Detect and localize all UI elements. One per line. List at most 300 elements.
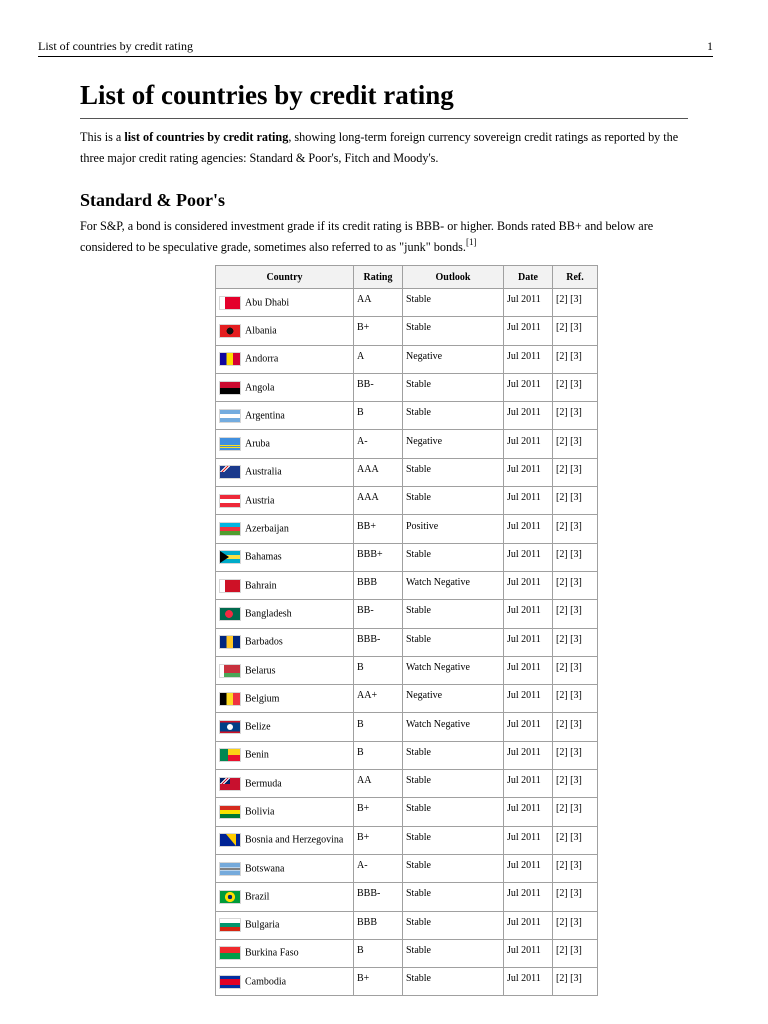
country-link[interactable]: Aruba <box>245 438 270 450</box>
date-value: Jul 2011 <box>507 350 541 362</box>
ref-cell <box>553 628 598 656</box>
outlook-value: Stable <box>406 605 431 617</box>
country-cell <box>216 487 354 515</box>
country-cell <box>216 373 354 401</box>
country-link[interactable]: Barbados <box>245 636 283 648</box>
ref-links[interactable]: [2] [3] <box>556 662 582 673</box>
table-row <box>216 543 598 571</box>
ref-cell <box>553 487 598 515</box>
country-link[interactable]: Bahamas <box>245 551 282 563</box>
ref-links[interactable]: [2] [3] <box>556 294 582 306</box>
date-value: Jul 2011 <box>507 577 541 589</box>
ref-links[interactable]: [2] [3] <box>556 633 582 645</box>
running-header-title: List of countries by credit rating <box>38 39 193 53</box>
title-divider <box>80 118 688 119</box>
outlook-cell <box>403 402 504 430</box>
table-row <box>216 770 598 798</box>
rating-value: BBB <box>357 577 378 589</box>
country-cell <box>216 458 354 486</box>
country-link[interactable]: Australia <box>245 466 282 478</box>
rating-value: B+ <box>357 831 370 843</box>
rating-cell <box>354 458 403 486</box>
outlook-cell <box>403 883 504 911</box>
rating-cell <box>354 430 403 458</box>
ref-cell <box>553 543 598 571</box>
date-value: Jul 2011 <box>507 633 541 645</box>
ref-cell <box>553 656 598 684</box>
outlook-cell <box>403 600 504 628</box>
country-cell <box>216 317 354 345</box>
country-link[interactable]: Austria <box>245 495 275 507</box>
ref-cell <box>553 854 598 882</box>
page-number: 1 <box>707 39 713 53</box>
date-cell <box>504 487 553 515</box>
rating-cell <box>354 656 403 684</box>
ref-links[interactable]: [2] [3] <box>556 803 582 815</box>
bahrain-flag-icon[interactable] <box>219 579 241 593</box>
country-link[interactable]: Bulgaria <box>245 919 280 931</box>
date-value: Jul 2011 <box>507 916 541 928</box>
outlook-value: Stable <box>406 888 431 900</box>
bolivia-flag-icon[interactable] <box>219 805 241 819</box>
ref-links[interactable]: [2] [3] <box>556 350 582 362</box>
country-link[interactable]: Azerbaijan <box>245 523 289 535</box>
country-link[interactable]: Angola <box>245 382 275 394</box>
country-cell <box>216 713 354 741</box>
date-value: Jul 2011 <box>507 379 541 391</box>
table-row <box>216 430 598 458</box>
table-row <box>216 317 598 345</box>
ref-links[interactable]: [2] [3] <box>556 463 582 475</box>
rating-cell <box>354 939 403 967</box>
ref-links[interactable]: [2] [3] <box>556 407 582 419</box>
country-link[interactable]: Bangladesh <box>245 608 292 620</box>
outlook-value: Stable <box>406 831 431 843</box>
ref-cell <box>553 741 598 769</box>
date-cell <box>504 713 553 741</box>
outlook-cell <box>403 685 504 713</box>
table-row <box>216 515 598 543</box>
table-row <box>216 741 598 769</box>
country-cell <box>216 571 354 599</box>
country-cell <box>216 430 354 458</box>
table-row <box>216 487 598 515</box>
argentina-flag-icon[interactable] <box>219 409 241 423</box>
table-row <box>216 402 598 430</box>
barbados-flag-icon[interactable] <box>219 635 241 649</box>
outlook-cell <box>403 458 504 486</box>
date-cell <box>504 741 553 769</box>
rating-cell <box>354 826 403 854</box>
table-row <box>216 826 598 854</box>
ref-cell <box>553 402 598 430</box>
intro-lead: This is a <box>80 130 125 144</box>
ref-links[interactable]: [2] [3] <box>556 322 582 334</box>
date-value: Jul 2011 <box>507 690 541 702</box>
country-link[interactable]: Brazil <box>245 891 270 903</box>
albania-flag-icon[interactable] <box>219 324 241 338</box>
country-link[interactable]: Burkina Faso <box>245 947 299 959</box>
column-header-outlook[interactable]: Outlook <box>403 266 504 289</box>
rating-cell <box>354 741 403 769</box>
bermuda-flag-icon[interactable] <box>219 777 241 791</box>
ref-cell <box>553 373 598 401</box>
date-cell <box>504 402 553 430</box>
rating-value: B <box>357 407 364 419</box>
ref-cell <box>553 458 598 486</box>
rating-value: BB- <box>357 605 374 617</box>
ref-cell <box>553 571 598 599</box>
outlook-value: Negative <box>406 350 443 362</box>
rating-value: BB- <box>357 379 374 391</box>
country-cell <box>216 402 354 430</box>
outlook-cell <box>403 628 504 656</box>
table-row <box>216 345 598 373</box>
date-value: Jul 2011 <box>507 746 541 758</box>
ref-cell <box>553 911 598 939</box>
rating-cell <box>354 487 403 515</box>
rating-value: B <box>357 718 364 730</box>
ref-cell <box>553 515 598 543</box>
page-title: List of countries by credit rating <box>80 80 454 110</box>
rating-value: AAA <box>357 463 379 475</box>
rating-cell <box>354 289 403 317</box>
intro-rest: , showing long-term foreign currency sovereign credit ratings as reported by the three major credit rating agencies: Standard & Poor's, Fitch and Moody's. <box>80 130 679 165</box>
outlook-value: Stable <box>406 746 431 758</box>
outlook-value: Watch Negative <box>406 662 470 673</box>
country-cell <box>216 770 354 798</box>
country-cell <box>216 854 354 882</box>
rating-value: A- <box>357 860 368 872</box>
outlook-cell <box>403 317 504 345</box>
rating-value: A <box>357 350 365 362</box>
country-cell <box>216 543 354 571</box>
outlook-value: Watch Negative <box>406 577 470 589</box>
rating-value: BBB+ <box>357 548 383 560</box>
country-link[interactable]: Benin <box>245 749 269 761</box>
benin-flag-icon[interactable] <box>219 748 241 762</box>
date-cell <box>504 656 553 684</box>
country-link[interactable]: Andorra <box>245 353 279 365</box>
country-cell <box>216 968 354 996</box>
outlook-cell <box>403 968 504 996</box>
date-cell <box>504 515 553 543</box>
table-row <box>216 571 598 599</box>
country-link[interactable]: Belgium <box>245 693 280 705</box>
section-heading: Standard & Poor's <box>80 190 226 210</box>
rating-cell <box>354 402 403 430</box>
rating-cell <box>354 770 403 798</box>
rating-cell <box>354 515 403 543</box>
ref-links[interactable]: [2] [3] <box>556 973 582 985</box>
outlook-value: Stable <box>406 322 431 334</box>
ref-links[interactable]: [2] [3] <box>556 831 582 843</box>
rating-value: B+ <box>357 803 370 815</box>
belize-flag-icon[interactable] <box>219 720 241 734</box>
ref-links[interactable]: [2] [3] <box>556 746 582 758</box>
date-cell <box>504 430 553 458</box>
australia-flag-icon[interactable] <box>219 465 241 479</box>
country-cell <box>216 685 354 713</box>
abudhabi-flag-icon[interactable] <box>219 296 241 310</box>
rating-value: BBB <box>357 916 378 928</box>
table-row <box>216 458 598 486</box>
ref-cell <box>553 770 598 798</box>
date-value: Jul 2011 <box>507 322 541 334</box>
rating-cell <box>354 317 403 345</box>
bosnia-flag-icon[interactable] <box>219 833 241 847</box>
country-link[interactable]: Bolivia <box>245 806 275 818</box>
rating-cell <box>354 911 403 939</box>
country-link[interactable]: Abu Dhabi <box>245 297 290 309</box>
outlook-cell <box>403 770 504 798</box>
rating-cell <box>354 685 403 713</box>
rating-value: B+ <box>357 322 370 334</box>
andorra-flag-icon[interactable] <box>219 352 241 366</box>
table-row <box>216 656 598 684</box>
outlook-value: Stable <box>406 803 431 815</box>
outlook-value: Stable <box>406 633 431 645</box>
table-row <box>216 968 598 996</box>
rating-value: AAA <box>357 492 379 504</box>
rating-value: B <box>357 746 364 758</box>
ref-cell <box>553 289 598 317</box>
outlook-cell <box>403 911 504 939</box>
country-link[interactable]: Botswana <box>245 863 285 875</box>
outlook-value: Negative <box>406 435 443 447</box>
outlook-value: Stable <box>406 860 431 872</box>
outlook-cell <box>403 515 504 543</box>
belgium-flag-icon[interactable] <box>219 692 241 706</box>
outlook-value: Watch Negative <box>406 718 470 730</box>
date-cell <box>504 798 553 826</box>
outlook-cell <box>403 289 504 317</box>
country-cell <box>216 515 354 543</box>
ref-links[interactable]: [2] [3] <box>556 718 582 730</box>
date-value: Jul 2011 <box>507 803 541 815</box>
outlook-cell <box>403 656 504 684</box>
outlook-cell <box>403 487 504 515</box>
outlook-cell <box>403 826 504 854</box>
ratings-table <box>215 265 598 996</box>
cambodia-flag-icon[interactable] <box>219 975 241 989</box>
date-cell <box>504 968 553 996</box>
outlook-cell <box>403 854 504 882</box>
ref-links[interactable]: [2] [3] <box>556 577 582 589</box>
brazil-flag-icon[interactable] <box>219 890 241 904</box>
country-link[interactable]: Argentina <box>245 410 285 422</box>
country-cell <box>216 911 354 939</box>
country-cell <box>216 289 354 317</box>
date-cell <box>504 289 553 317</box>
table-row <box>216 600 598 628</box>
country-cell <box>216 798 354 826</box>
aruba-flag-icon[interactable] <box>219 437 241 451</box>
date-value: Jul 2011 <box>507 662 541 673</box>
date-cell <box>504 770 553 798</box>
bahamas-flag-icon[interactable] <box>219 550 241 564</box>
ref-links[interactable]: [2] [3] <box>556 520 582 532</box>
burkina-flag-icon[interactable] <box>219 946 241 960</box>
rating-cell <box>354 883 403 911</box>
rating-value: AA+ <box>357 690 378 702</box>
outlook-value: Stable <box>406 379 431 391</box>
rating-value: A- <box>357 435 368 447</box>
rating-cell <box>354 571 403 599</box>
ref-links[interactable]: [2] [3] <box>556 492 582 504</box>
date-cell <box>504 854 553 882</box>
date-value: Jul 2011 <box>507 435 541 447</box>
table-row <box>216 939 598 967</box>
belarus-flag-icon[interactable] <box>219 664 241 678</box>
ref-cell <box>553 883 598 911</box>
date-value: Jul 2011 <box>507 973 541 985</box>
table-row <box>216 373 598 401</box>
table-body <box>216 289 598 996</box>
date-cell <box>504 571 553 599</box>
outlook-cell <box>403 571 504 599</box>
outlook-cell <box>403 543 504 571</box>
outlook-value: Stable <box>406 973 431 985</box>
country-cell <box>216 600 354 628</box>
date-cell <box>504 939 553 967</box>
country-cell <box>216 741 354 769</box>
outlook-cell <box>403 430 504 458</box>
angola-flag-icon[interactable] <box>219 381 241 395</box>
ref-cell <box>553 939 598 967</box>
ref-links[interactable]: [2] [3] <box>556 690 582 702</box>
table-row <box>216 713 598 741</box>
date-value: Jul 2011 <box>507 888 541 900</box>
date-value: Jul 2011 <box>507 831 541 843</box>
ref-links[interactable]: [2] [3] <box>556 944 582 956</box>
country-link[interactable]: Belize <box>245 721 271 733</box>
table-row <box>216 854 598 882</box>
date-cell <box>504 373 553 401</box>
bangladesh-flag-icon[interactable] <box>219 607 241 621</box>
date-value: Jul 2011 <box>507 294 541 306</box>
table-header-row <box>216 266 598 289</box>
ref-links[interactable]: [2] [3] <box>556 548 582 560</box>
date-value: Jul 2011 <box>507 718 541 730</box>
rating-cell <box>354 628 403 656</box>
column-header-country[interactable]: Country <box>216 266 354 289</box>
date-cell <box>504 317 553 345</box>
rating-value: AA <box>357 775 372 787</box>
ref-cell <box>553 968 598 996</box>
rating-cell <box>354 713 403 741</box>
outlook-value: Positive <box>406 520 439 532</box>
country-link[interactable]: Bosnia and Herzegovina <box>245 834 344 846</box>
date-value: Jul 2011 <box>507 944 541 956</box>
country-cell <box>216 883 354 911</box>
country-link[interactable]: Albania <box>245 325 277 337</box>
ref-cell <box>553 317 598 345</box>
date-cell <box>504 628 553 656</box>
footnote-link[interactable]: [1] <box>465 237 477 247</box>
rating-cell <box>354 854 403 882</box>
rating-value: BBB- <box>357 888 381 900</box>
ref-links[interactable]: [2] [3] <box>556 605 582 617</box>
column-header-date[interactable]: Date <box>504 266 553 289</box>
ref-cell <box>553 600 598 628</box>
rating-value: BB+ <box>357 520 376 532</box>
ref-links[interactable]: [2] [3] <box>556 916 582 928</box>
country-cell <box>216 345 354 373</box>
country-link[interactable]: Bermuda <box>245 778 282 790</box>
outlook-cell <box>403 939 504 967</box>
outlook-value: Negative <box>406 690 443 702</box>
date-value: Jul 2011 <box>507 407 541 419</box>
rating-cell <box>354 798 403 826</box>
rating-cell <box>354 600 403 628</box>
table-row <box>216 289 598 317</box>
botswana-flag-icon[interactable] <box>219 862 241 876</box>
column-header-ref[interactable]: Ref. <box>553 266 598 289</box>
outlook-value: Stable <box>406 944 431 956</box>
ref-links[interactable]: [2] [3] <box>556 860 582 872</box>
date-value: Jul 2011 <box>507 860 541 872</box>
intro-bold-term: list of countries by credit rating <box>124 130 289 144</box>
table-row <box>216 883 598 911</box>
ref-links[interactable]: [2] [3] <box>556 775 582 787</box>
country-cell <box>216 656 354 684</box>
azerbaijan-flag-icon[interactable] <box>219 522 241 536</box>
ref-links[interactable]: [2] [3] <box>556 435 582 447</box>
date-value: Jul 2011 <box>507 520 541 532</box>
country-cell <box>216 628 354 656</box>
date-value: Jul 2011 <box>507 775 541 787</box>
table-row <box>216 911 598 939</box>
date-value: Jul 2011 <box>507 463 541 475</box>
outlook-cell <box>403 741 504 769</box>
column-header-rating[interactable]: Rating <box>354 266 403 289</box>
running-header <box>38 38 713 57</box>
rating-value: B+ <box>357 973 370 985</box>
rating-cell <box>354 373 403 401</box>
outlook-cell <box>403 798 504 826</box>
date-cell <box>504 543 553 571</box>
country-cell <box>216 939 354 967</box>
date-cell <box>504 685 553 713</box>
ref-links[interactable]: [2] [3] <box>556 888 582 900</box>
date-cell <box>504 911 553 939</box>
bulgaria-flag-icon[interactable] <box>219 918 241 932</box>
rating-cell <box>354 345 403 373</box>
rating-cell <box>354 543 403 571</box>
country-link[interactable]: Cambodia <box>245 976 287 988</box>
ref-cell <box>553 826 598 854</box>
ref-cell <box>553 345 598 373</box>
outlook-cell <box>403 373 504 401</box>
country-cell <box>216 826 354 854</box>
austria-flag-icon[interactable] <box>219 494 241 508</box>
ref-cell <box>553 430 598 458</box>
country-link[interactable]: Bahrain <box>245 580 277 592</box>
outlook-cell <box>403 713 504 741</box>
table-row <box>216 628 598 656</box>
rating-value: B <box>357 662 364 673</box>
date-cell <box>504 345 553 373</box>
ref-cell <box>553 685 598 713</box>
outlook-value: Stable <box>406 548 431 560</box>
intro-paragraph <box>80 127 692 169</box>
rating-value: BBB- <box>357 633 381 645</box>
ref-links[interactable]: [2] [3] <box>556 379 582 391</box>
outlook-value: Stable <box>406 463 431 475</box>
outlook-value: Stable <box>406 492 431 504</box>
country-link[interactable]: Belarus <box>245 665 276 676</box>
